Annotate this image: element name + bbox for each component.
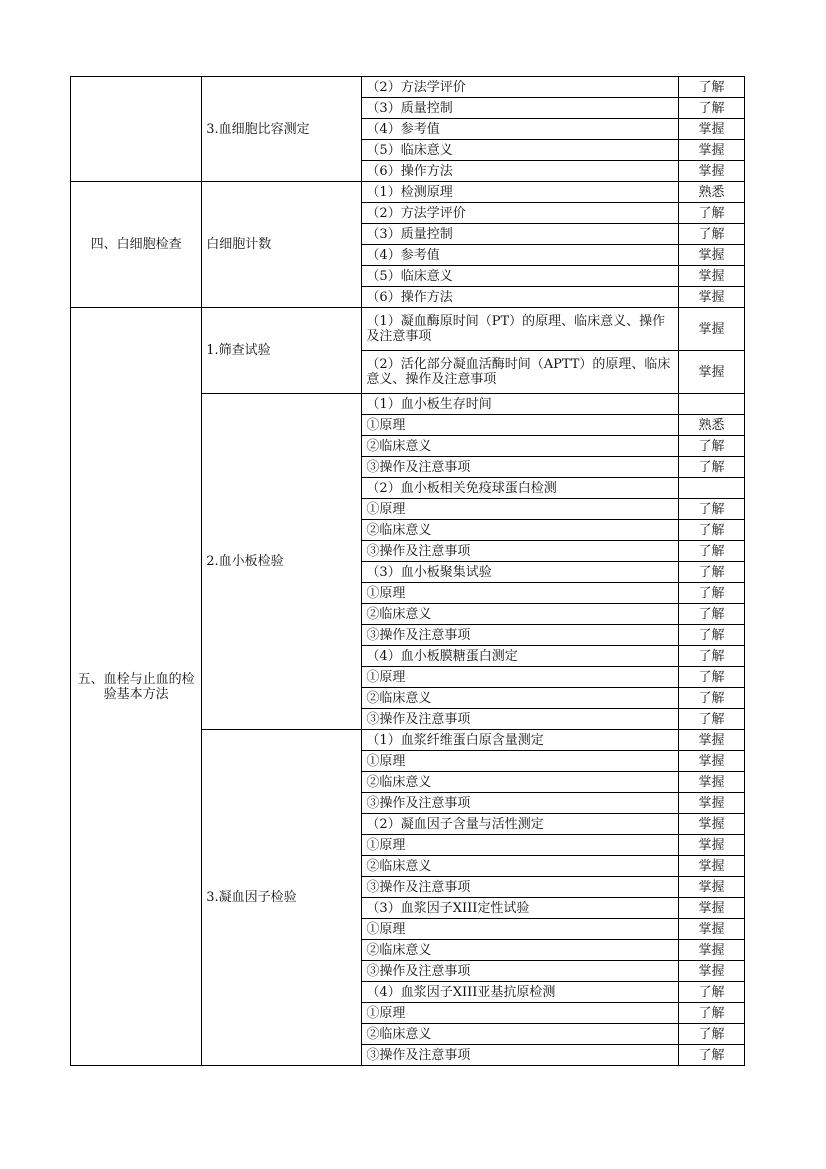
topic-cell: ②临床意义: [362, 436, 678, 457]
topic-cell: （3）质量控制: [362, 98, 678, 119]
topic-cell: （4）参考值: [362, 245, 678, 266]
level-cell: 了解: [678, 646, 744, 667]
level-cell: 掌握: [678, 898, 744, 919]
level-cell: 掌握: [678, 161, 744, 182]
topic-cell: （5）临床意义: [362, 140, 678, 161]
subject-cell: 3.血细胞比容测定: [202, 77, 362, 182]
topic-cell: ①原理: [362, 919, 678, 940]
topic-cell: ②临床意义: [362, 772, 678, 793]
level-cell: 了解: [678, 709, 744, 730]
level-cell: 了解: [678, 499, 744, 520]
level-cell: 了解: [678, 1024, 744, 1045]
level-cell: 了解: [678, 625, 744, 646]
topic-cell: ③操作及注意事项: [362, 709, 678, 730]
topic-cell: （4）血浆因子XIII亚基抗原检测: [362, 982, 678, 1003]
level-cell: 掌握: [678, 814, 744, 835]
topic-cell: （5）临床意义: [362, 266, 678, 287]
level-cell: 了解: [678, 203, 744, 224]
topic-cell: ①原理: [362, 583, 678, 604]
topic-cell: ③操作及注意事项: [362, 1045, 678, 1066]
chapter-cell: 五、血栓与止血的检验基本方法: [71, 308, 202, 1066]
topic-cell: （1）血小板生存时间: [362, 394, 678, 415]
syllabus-table: [70, 76, 745, 1066]
topic-cell: ②临床意义: [362, 856, 678, 877]
level-cell: 掌握: [678, 772, 744, 793]
topic-cell: （4）血小板膜糖蛋白测定: [362, 646, 678, 667]
topic-cell: （1）血浆纤维蛋白原含量测定: [362, 730, 678, 751]
topic-cell: ③操作及注意事项: [362, 961, 678, 982]
chapter-cell: [71, 77, 202, 182]
level-cell: 掌握: [678, 919, 744, 940]
topic-cell: ②临床意义: [362, 940, 678, 961]
level-cell: 了解: [678, 982, 744, 1003]
topic-cell: （4）参考值: [362, 119, 678, 140]
subject-cell: 3.凝血因子检验: [202, 730, 362, 1066]
level-cell: 掌握: [678, 856, 744, 877]
level-cell: 了解: [678, 224, 744, 245]
level-cell: [678, 394, 744, 415]
topic-cell: （1）凝血酶原时间（PT）的原理、临床意义、操作及注意事项: [362, 308, 678, 351]
level-cell: 掌握: [678, 835, 744, 856]
topic-cell: （6）操作方法: [362, 161, 678, 182]
topic-cell: ②临床意义: [362, 520, 678, 541]
subject-cell: 1.筛查试验: [202, 308, 362, 394]
level-cell: 了解: [678, 1045, 744, 1066]
topic-cell: ②临床意义: [362, 688, 678, 709]
level-cell: 了解: [678, 562, 744, 583]
chapter-cell: 四、白细胞检查: [71, 182, 202, 308]
subject-cell: 白细胞计数: [202, 182, 362, 308]
topic-cell: ③操作及注意事项: [362, 457, 678, 478]
topic-cell: （2）血小板相关免疫球蛋白检测: [362, 478, 678, 499]
level-cell: 掌握: [678, 119, 744, 140]
level-cell: 掌握: [678, 266, 744, 287]
topic-cell: （6）操作方法: [362, 287, 678, 308]
level-cell: 掌握: [678, 140, 744, 161]
topic-cell: ①原理: [362, 667, 678, 688]
topic-cell: （2）活化部分凝血活酶时间（APTT）的原理、临床意义、操作及注意事项: [362, 351, 678, 394]
topic-cell: （3）血小板聚集试验: [362, 562, 678, 583]
level-cell: 了解: [678, 604, 744, 625]
topic-cell: ②临床意义: [362, 1024, 678, 1045]
level-cell: 掌握: [678, 245, 744, 266]
topic-cell: ③操作及注意事项: [362, 625, 678, 646]
level-cell: 掌握: [678, 308, 744, 351]
level-cell: 掌握: [678, 961, 744, 982]
table-row: [71, 77, 745, 98]
level-cell: 了解: [678, 436, 744, 457]
level-cell: [678, 478, 744, 499]
level-cell: 掌握: [678, 793, 744, 814]
level-cell: 了解: [678, 77, 744, 98]
syllabus-body: [71, 77, 745, 1066]
topic-cell: ①原理: [362, 499, 678, 520]
level-cell: 掌握: [678, 940, 744, 961]
topic-cell: ③操作及注意事项: [362, 793, 678, 814]
level-cell: 熟悉: [678, 415, 744, 436]
level-cell: 掌握: [678, 287, 744, 308]
topic-cell: ①原理: [362, 835, 678, 856]
level-cell: 了解: [678, 457, 744, 478]
topic-cell: （1）检测原理: [362, 182, 678, 203]
subject-cell: 2.血小板检验: [202, 394, 362, 730]
level-cell: 了解: [678, 520, 744, 541]
table-row: [71, 182, 745, 203]
topic-cell: （2）方法学评价: [362, 203, 678, 224]
level-cell: 了解: [678, 541, 744, 562]
topic-cell: ①原理: [362, 415, 678, 436]
topic-cell: ①原理: [362, 751, 678, 772]
level-cell: 掌握: [678, 351, 744, 394]
level-cell: 了解: [678, 583, 744, 604]
table-row: [71, 308, 745, 351]
topic-cell: ②临床意义: [362, 604, 678, 625]
level-cell: 掌握: [678, 730, 744, 751]
topic-cell: （2）方法学评价: [362, 77, 678, 98]
level-cell: 掌握: [678, 751, 744, 772]
topic-cell: ③操作及注意事项: [362, 877, 678, 898]
topic-cell: ①原理: [362, 1003, 678, 1024]
level-cell: 了解: [678, 667, 744, 688]
topic-cell: ③操作及注意事项: [362, 541, 678, 562]
level-cell: 熟悉: [678, 182, 744, 203]
level-cell: 了解: [678, 1003, 744, 1024]
topic-cell: （2）凝血因子含量与活性测定: [362, 814, 678, 835]
topic-cell: （3）质量控制: [362, 224, 678, 245]
topic-cell: （3）血浆因子XIII定性试验: [362, 898, 678, 919]
level-cell: 掌握: [678, 877, 744, 898]
level-cell: 了解: [678, 98, 744, 119]
level-cell: 了解: [678, 688, 744, 709]
